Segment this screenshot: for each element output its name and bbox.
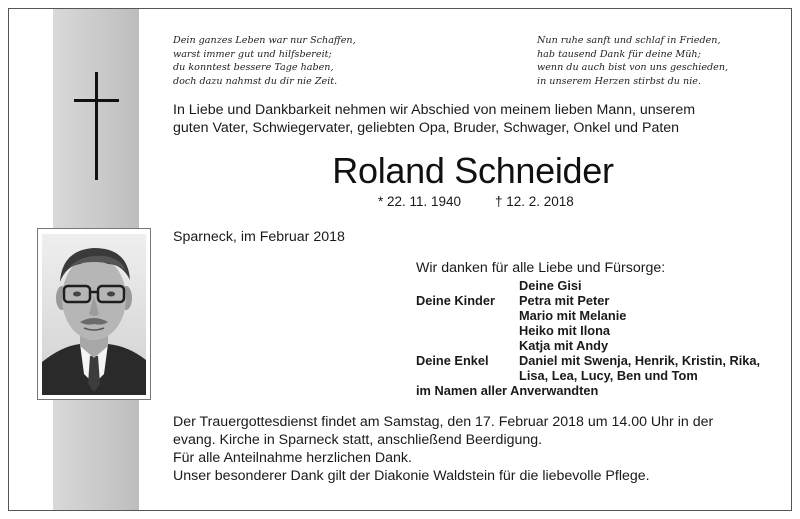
portrait-photo — [42, 234, 146, 395]
intro-line: In Liebe und Dankbarkeit nehmen wir Abschied von meinem lieben Mann, unserem — [173, 102, 696, 118]
place-and-date: Sparneck, im Februar 2018 — [173, 229, 345, 245]
closing-line: Der Trauergottesdienst findet am Samstag, den 17. Februar 2018 um 14.00 Uhr in der — [173, 414, 714, 430]
deceased-name: Roland Schneider — [332, 150, 614, 191]
closing-line: evang. Kirche in Sparneck statt, anschließend Beerdigung. — [173, 432, 543, 448]
thanks-line: Wir danken für alle Liebe und Fürsorge: — [416, 260, 666, 276]
intro-text — [173, 101, 773, 137]
intro-line: guten Vater, Schwiegervater, geliebten Opa, Bruder, Schwager, Onkel und Paten — [173, 120, 680, 136]
child-entry: Katja mit Andy — [519, 338, 609, 353]
grandchildren-entry: Daniel mit Swenja, Henrik, Kristin, Rika, — [519, 353, 761, 368]
grandchildren-label: Deine Enkel — [416, 353, 489, 368]
all-relatives: im Namen aller Anverwandten — [416, 383, 599, 398]
poem-left — [173, 34, 356, 88]
poem-line: in unserem Herzen stirbst du nie. — [537, 75, 702, 87]
cross-horizontal-bar — [74, 99, 119, 102]
wife-name: Deine Gisi — [519, 278, 582, 293]
children-label: Deine Kinder — [416, 293, 495, 308]
child-entry: Petra mit Peter — [519, 293, 610, 308]
poem-right — [537, 34, 728, 88]
poem-line: hab tausend Dank für deine Müh; — [537, 48, 701, 60]
closing-line: Für alle Anteilnahme herzlichen Dank. — [173, 450, 412, 466]
cross-vertical-bar — [95, 72, 98, 180]
poem-line: warst immer gut und hilfsbereit; — [173, 48, 332, 60]
portrait-illustration — [42, 234, 146, 395]
poem-line: du konntest bessere Tage haben, — [173, 62, 334, 73]
poem-line: wenn du auch bist von uns geschieden, — [537, 62, 729, 73]
child-entry: Mario mit Melanie — [519, 308, 627, 323]
poem-line: Nun ruhe sanft und schlaf in Frieden, — [537, 35, 721, 46]
death-date: † 12. 2. 2018 — [495, 194, 574, 209]
poem-line: doch dazu nahmst du dir nie Zeit. — [173, 75, 338, 87]
poem-line: Dein ganzes Leben war nur Schaffen, — [173, 35, 356, 46]
grandchildren-entry: Lisa, Lea, Lucy, Ben und Tom — [519, 368, 698, 383]
closing-line: Unser besonderer Dank gilt der Diakonie Waldstein für die liebevolle Pflege. — [173, 468, 650, 484]
child-entry: Heiko mit Ilona — [519, 323, 611, 338]
closing-text — [173, 413, 713, 485]
birth-date: * 22. 11. 1940 — [378, 194, 462, 209]
